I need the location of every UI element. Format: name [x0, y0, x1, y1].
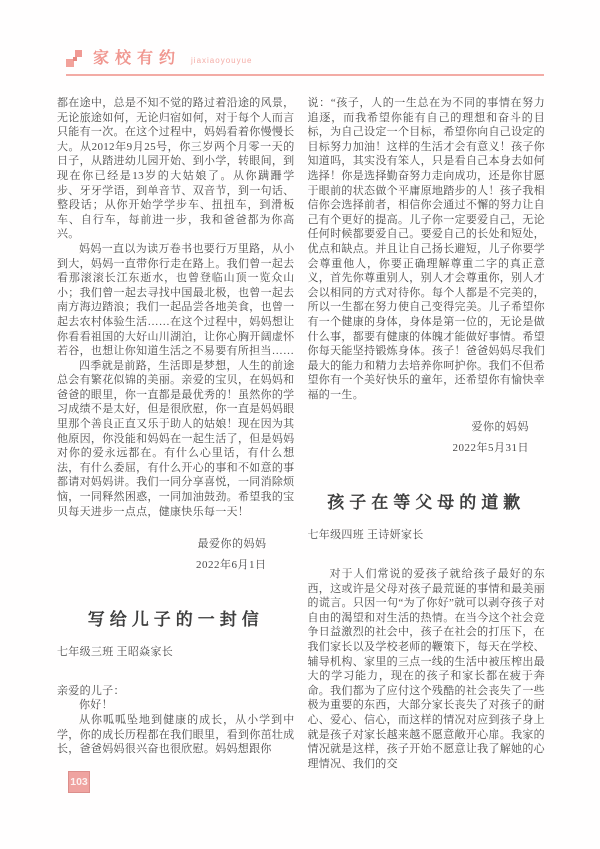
signature-name: 最爱你的妈妈 — [197, 538, 267, 551]
signature-date: 2022年6月1日 — [196, 559, 267, 572]
letter-daughter-paragraph: 妈妈一直以为读万卷书也要行万里路，从小到大，妈妈一直带你行走在路上。我们曾一起去看那滚滚长江东逝水，也曾登临山顶一览众山小；我们曾一起去寻找中国最北极，也曾一起去南方海边踏浪；我们一起品尝各地美食，也曾一起去农村体验生活……在这个过程中，妈妈想让你看看祖国的大好山川湖泊，让你心胸开阔虚怀若谷，也想让你知道生活之不易要有所担当…… — [57, 242, 295, 358]
article-title-apology: 孩子在等父母的道歉 — [327, 493, 526, 513]
letter-son-signature — [308, 417, 546, 459]
section-header — [66, 50, 544, 76]
letter-daughter-paragraph: 都在途中，总是不知不觉的路过着沿途的风景，无论旅途如何，无论归宿如何，对于每个人而言只能有一次。在这个过程中，妈妈看着你慢慢长大。从2012年9月25号，你三岁两个月零一天的日子，从踏进幼儿园开始、到小学，转眼间，到现在你已经是13岁的大姑娘了。从你蹒跚学步、牙牙学语，到单音节、双音节，到一句话、整段话；从你开始学学步车、扭扭车，到滑板车、自行车，每前进一步，我和爸爸都为你高兴。 — [57, 97, 295, 241]
letter-son-salutation: 亲爱的儿子： — [57, 684, 125, 697]
letter-daughter-paragraph: 四季就是前路，生活即是梦想，人生的前途总会有繁花似锦的美丽。亲爱的宝贝，在妈妈和爸爸的眼里，你一直都是最优秀的！虽然你的学习成绩不是太好，但是很欣慰，你一直是妈妈眼里那个善良正直又乐于助人的姑娘！现在因为其他原因，你没能和妈妈在一起生活了，但是妈妈对你的爱永远都在。有什么心里话，有什么想法，有什么委屈，有什么开心的事和不如意的事都请对妈妈讲。我们一同分享喜悦，一同消除烦恼，一同释然困惑，一同加油鼓劲。希望我的宝贝每天进步一点点，健康快乐每一天！ — [57, 359, 295, 518]
letter-daughter-signature — [57, 534, 295, 576]
squares-logo-icon — [66, 50, 83, 67]
page-number-badge: 103 — [68, 771, 90, 793]
article-byline: 七年级三班 王昭焱家长 — [57, 646, 174, 659]
article-title-letter-to-son: 写给儿子的一封信 — [87, 610, 264, 630]
letter-son-paragraph-continuation: 说：“孩子，人的一生总在为不同的事情在努力追逐，而我希望你能有自己的理想和奋斗的目标，为自己设定一个目标，希望你向自己设定的目标努力加油！这样的生活才会有意义！孩子你知道吗，其实没有笨人，只是看自己本身去如何选择！你是选择勤奋努力走向成功，还是你甘愿于眼前的状态做个平庸原地踏步的人！孩子我相信你会选择前者，相信你会通过不懈的努力让自己有个更好的提高。儿子你一定要爱自己，无论任何时候都要爱自己。要爱自己的长处和短处，优点和缺点。并且让自己扬长避短，儿子你要学会尊重他人，你要正确理解尊重二字的真正意义，首先你尊重别人，别人才会尊重你，别人才会以相同的方式对待你。每个人都是不完美的，所以一生都在努力使自己变得完美。儿子希望你有一个健康的身体，身体是第一位的，无论是做什么事，都要有健康的体魄才能做好事情。希望你每天能坚持锻炼身体。孩子！爸爸妈妈尽我们最大的能力和精力去培养你呵护你。我们不但希望你有一个美好快乐的童年，还希望你有愉快幸福的一生。 — [307, 97, 545, 401]
section-title-pinyin: jiaxiaoyouyue — [191, 56, 253, 65]
signature-date: 2022年5月31日 — [452, 442, 529, 455]
article-apology-paragraph: 对于人们常说的爱孩子就给孩子最好的东西，这或许是父母对孩子最荒诞的事情和最美丽的谎言。只因一句“为了你好”就可以剥夺孩子对自由的渴望和对生活的热情。在当今这个社会竞争日益激烈的社会中，孩子在社会的打压下，在我们家长以及学校老师的鞭策下，每天在学校、辅导机构、家里的三点一线的生活中被压榨出最大的学习能力，现在的孩子和家长都在疲于奔命。我们都为了应付这个残酷的社会丧失了一些极为重要的东西，大部分家长丧失了对孩子的耐心、爱心、信心，而这样的情况对应到孩子身上就是孩子对家长越来越不愿意敞开心扉。我家的情况就是这样，孩子开始不愿意让我了解她的心理情况、我们的交 — [307, 568, 545, 770]
text-columns — [57, 96, 545, 809]
right-column — [308, 96, 546, 809]
signature-name: 爱你的妈妈 — [471, 421, 529, 434]
article-byline: 七年级四班 王诗妍家长 — [307, 529, 424, 542]
letter-son-greeting: 你好！ — [79, 699, 113, 712]
letter-son-paragraph: 从你呱呱坠地到健康的成长，从小学到中学，你的成长历程都在我们眼里，看到你茁壮成长，爸爸妈妈很兴奋也很欣慰。妈妈想跟你 — [57, 714, 295, 756]
section-title: 家校有约 — [93, 50, 182, 67]
left-column — [57, 96, 295, 809]
